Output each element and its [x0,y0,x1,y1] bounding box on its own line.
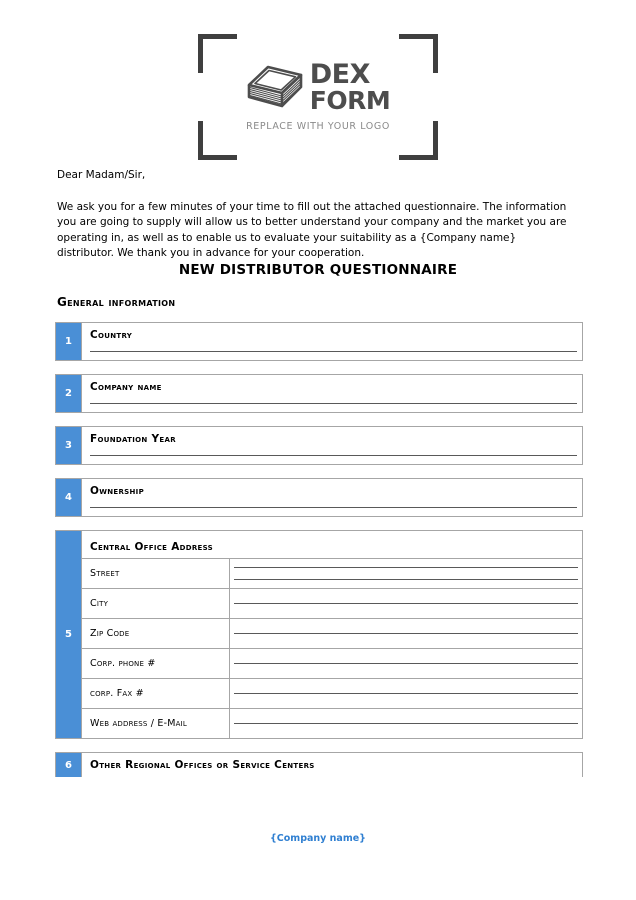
table-row[interactable] [82,649,582,679]
answer-line[interactable] [234,567,578,568]
answer-line[interactable] [90,351,577,352]
answer-line[interactable] [234,663,578,664]
logo-tagline: REPLACE WITH YOUR LOGO [246,121,390,132]
question-body [81,427,582,464]
question-block[interactable] [55,478,583,517]
table-row[interactable] [82,589,582,619]
question-number-badge: 5 [56,531,81,738]
table-row[interactable] [82,559,582,589]
row-value[interactable] [230,709,582,738]
section-heading-general-information: General information [57,295,176,309]
logo-placeholder [198,34,438,160]
question-number-badge: 6 [56,753,81,777]
row-value[interactable] [230,559,582,588]
address-table-header [82,531,582,559]
answer-line[interactable] [90,455,577,456]
address-table-header-label: Central Office Address [90,541,214,553]
answer-line[interactable] [90,403,577,404]
row-value[interactable] [230,679,582,708]
question-block[interactable] [55,752,583,777]
answer-line[interactable] [90,507,577,508]
question-label: Other Regional Offices or Service Centers [90,758,315,771]
question-block[interactable] [55,374,583,413]
row-label: Zip Code [82,619,230,648]
salutation: Dear Madam/Sir, [57,169,146,181]
question-number-badge: 2 [56,375,81,412]
questionnaire-form [55,322,583,777]
answer-line[interactable] [234,633,578,634]
question-number-badge: 1 [56,323,81,360]
address-block[interactable] [55,530,583,739]
question-block[interactable] [55,426,583,465]
question-number-badge: 4 [56,479,81,516]
logo-text-dex: DEX [309,59,370,90]
answer-line[interactable] [234,603,578,604]
table-row[interactable] [82,679,582,709]
row-value[interactable] [230,619,582,648]
question-label: Ownership [90,485,145,497]
row-label: Web address / E-Mail [82,709,230,738]
logo-inner [218,59,418,132]
intro-paragraph: We ask you for a few minutes of your time to fill out the attached questionnaire. The information you are going to supply will allow us to better understand your company and the market you are operating in, as well as to enable us to evaluate your suitability as a {Company name} distributor. We thank you in advance for your cooperation. [57,200,567,259]
question-block[interactable] [55,322,583,361]
row-value[interactable] [230,589,582,618]
table-row[interactable] [82,619,582,649]
page-footer: {Company name} [270,833,366,844]
answer-line[interactable] [234,579,578,580]
logo-row [218,59,418,115]
row-value[interactable] [230,649,582,678]
question-body [81,323,582,360]
logo-wordmark [309,59,391,115]
table-row[interactable] [82,709,582,738]
question-label: Foundation Year [90,433,176,445]
letter-body [57,168,569,262]
row-label: corp. Fax # [82,679,230,708]
question-number-badge: 3 [56,427,81,464]
answer-line[interactable] [234,693,578,694]
stacked-papers-icon [246,63,304,113]
row-label: Street [82,559,230,588]
logo-text-form: FORM [309,86,391,115]
page-title: NEW DISTRIBUTOR QUESTIONNAIRE [178,262,458,278]
row-label: City [82,589,230,618]
question-label: Company name [90,381,162,393]
question-body [81,375,582,412]
answer-line[interactable] [234,723,578,724]
question-label: Country [90,329,133,341]
row-label: Corp. phone # [82,649,230,678]
address-table [81,531,582,738]
question-body [81,479,582,516]
question-body [81,753,582,777]
